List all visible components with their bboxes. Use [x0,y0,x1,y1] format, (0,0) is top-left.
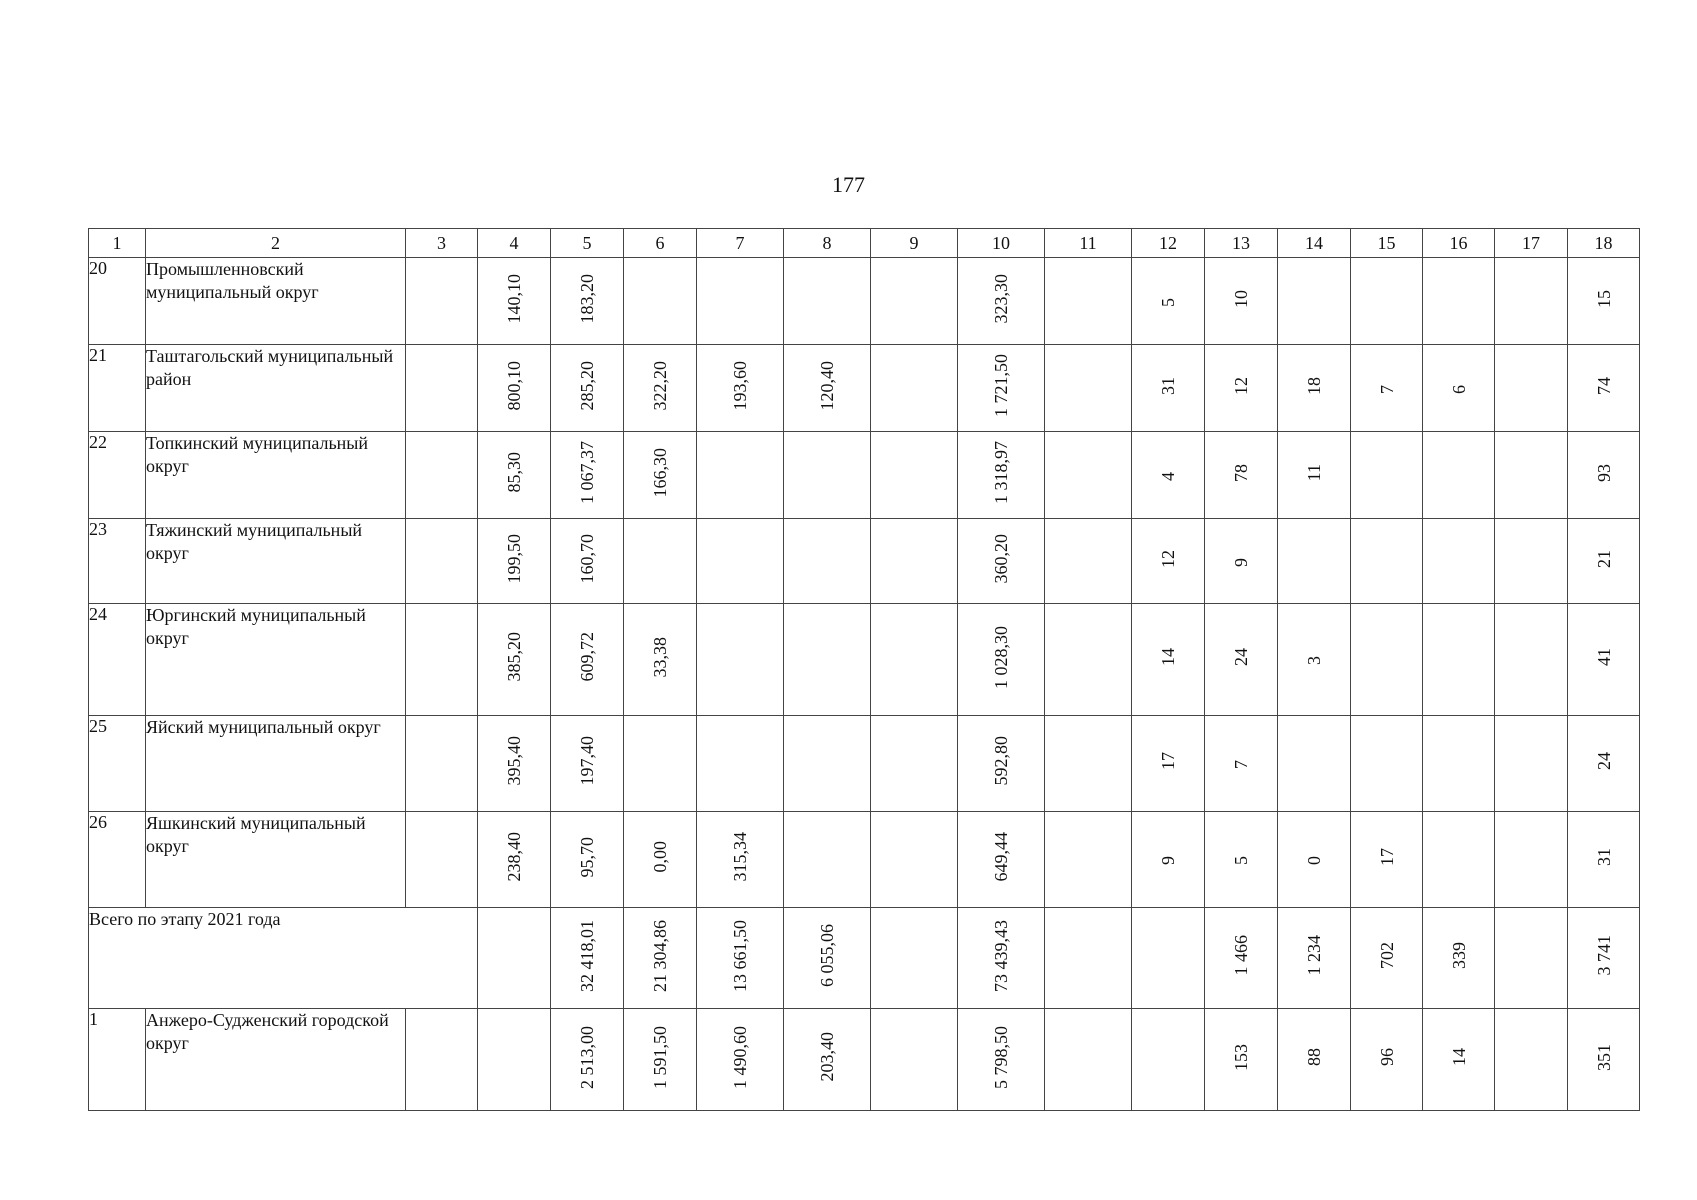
table-cell [478,519,551,604]
table-row [89,716,1640,812]
municipality-name: Таштагольский муниципальный район [146,345,406,432]
table-cell [1351,716,1423,812]
table-cell [1132,812,1205,908]
table-cell [478,604,551,716]
table-cell [1278,812,1351,908]
table-cell [551,258,624,345]
table-cell [478,908,551,1009]
table-cell [1205,519,1278,604]
total-label: Всего по этапу 2021 года [89,908,478,1009]
table-cell [1568,258,1640,345]
table-row [89,1009,1640,1111]
table-cell [1495,432,1568,519]
table-cell [697,432,784,519]
table-cell [1045,604,1132,716]
cell-value: 199,50 [504,533,524,584]
table-cell [1351,258,1423,345]
table-cell [871,345,958,432]
cell-value: 31 [1158,376,1178,395]
cell-value: 315,34 [730,832,750,882]
cell-value: 609,72 [577,632,597,682]
table-cell [478,716,551,812]
row-number: 22 [89,432,146,519]
table-cell [1132,432,1205,519]
cell-value: 0,00 [650,841,670,873]
row-number: 24 [89,604,146,716]
cell-value: 14 [1448,1048,1469,1066]
page-number: 177 [832,172,865,197]
table-cell [1568,604,1640,716]
column-header: 5 [551,229,624,258]
cell-value: 592,80 [991,736,1011,786]
row-number: 21 [89,345,146,432]
table-cell [1423,345,1495,432]
header-row [89,229,1640,258]
table-cell [624,258,697,345]
cell-value: 18 [1304,376,1324,395]
table-cell [1132,519,1205,604]
table-cell [697,812,784,908]
cell-value: 73 439,43 [991,919,1011,992]
table-cell [1351,519,1423,604]
table-cell [1423,1009,1495,1111]
cell-value: 74 [1593,376,1614,395]
table-row [89,345,1640,432]
table-cell [1045,812,1132,908]
cell-value: 351 [1593,1043,1614,1071]
table-cell [1278,908,1351,1009]
cell-value: 2 513,00 [577,1025,597,1089]
table-cell [406,716,478,812]
table-cell [784,604,871,716]
table-cell [784,345,871,432]
cell-value: 5 [1231,856,1251,865]
table-cell [1132,345,1205,432]
table-cell [1495,258,1568,345]
column-header: 17 [1495,229,1568,258]
table-cell [1278,519,1351,604]
table-cell [406,812,478,908]
cell-value: 21 [1593,549,1614,568]
table-cell [624,1009,697,1111]
column-header: 1 [89,229,146,258]
table-cell [1568,345,1640,432]
column-header: 6 [624,229,697,258]
cell-value: 9 [1231,557,1251,567]
cell-value: 41 [1593,648,1614,666]
column-header: 12 [1132,229,1205,258]
table-cell [871,519,958,604]
table-cell [1495,1009,1568,1111]
cell-value: 85,30 [504,452,524,493]
cell-value: 12 [1231,376,1251,395]
table-cell [1045,519,1132,604]
table-cell [697,519,784,604]
table-cell [871,432,958,519]
cell-value: 31 [1593,848,1614,866]
cell-value: 3 741 [1593,935,1614,976]
cell-value: 13 661,50 [730,919,750,992]
table-cell [958,1009,1045,1111]
table-cell [784,519,871,604]
table-cell [478,345,551,432]
table-cell [624,432,697,519]
column-header: 18 [1568,229,1640,258]
table-cell [1423,812,1495,908]
table-cell [958,258,1045,345]
cell-value: 395,40 [504,736,524,786]
cell-value: 649,44 [991,832,1011,882]
table-cell [1351,812,1423,908]
table-cell [958,716,1045,812]
table-cell [1205,345,1278,432]
column-header: 2 [146,229,406,258]
column-header: 11 [1045,229,1132,258]
table-cell [697,604,784,716]
table-cell [1132,1009,1205,1111]
table-cell [1568,908,1640,1009]
table-cell [1205,812,1278,908]
table-cell [1351,604,1423,716]
cell-value: 96 [1376,1048,1397,1066]
table-cell [478,812,551,908]
cell-value: 5 [1158,297,1178,307]
table-cell [1278,345,1351,432]
table-cell [697,258,784,345]
table-cell [551,716,624,812]
table-cell [1045,345,1132,432]
table-cell [1568,1009,1640,1111]
table-cell [784,258,871,345]
row-number: 26 [89,812,146,908]
table-cell [1423,519,1495,604]
table-cell [871,1009,958,1111]
table-cell [1568,519,1640,604]
total-row [89,908,1640,1009]
table-cell [551,432,624,519]
table-row [89,604,1640,716]
row-number: 25 [89,716,146,812]
row-number: 20 [89,258,146,345]
table-cell [871,908,958,1009]
table-cell [406,1009,478,1111]
table-cell [871,258,958,345]
cell-value: 12 [1158,549,1178,568]
table-cell [406,519,478,604]
table-row [89,258,1640,345]
table-cell [1045,1009,1132,1111]
cell-value: 1 591,50 [650,1025,670,1089]
data-table [88,228,1640,1111]
table-cell [697,345,784,432]
cell-value: 385,20 [504,632,524,682]
table-cell [1423,908,1495,1009]
table-cell [958,519,1045,604]
cell-value: 24 [1593,752,1614,770]
table-cell [784,432,871,519]
cell-value: 197,40 [577,736,597,786]
cell-value: 702 [1376,942,1397,969]
cell-value: 153 [1231,1043,1251,1071]
table-cell [1205,908,1278,1009]
table-cell [871,716,958,812]
cell-value: 24 [1231,648,1251,666]
table-cell [871,812,958,908]
cell-value: 323,30 [991,273,1011,324]
table-cell [1495,345,1568,432]
table-cell [1205,604,1278,716]
table-cell [551,908,624,1009]
table-cell [958,908,1045,1009]
cell-value: 6 055,06 [817,924,837,987]
table-cell [1423,258,1495,345]
table-cell [784,716,871,812]
table-cell [624,908,697,1009]
table-cell [478,258,551,345]
cell-value: 1 318,97 [991,441,1011,504]
cell-value: 14 [1158,648,1178,666]
cell-value: 9 [1158,856,1178,865]
table-cell [1132,604,1205,716]
table-cell [1351,1009,1423,1111]
cell-value: 1 466 [1231,935,1251,976]
cell-value: 21 304,86 [650,919,670,992]
table-cell [1045,908,1132,1009]
table-cell [478,1009,551,1111]
table-header [89,229,1640,258]
table-cell [1351,908,1423,1009]
table-cell [406,432,478,519]
table-cell [697,1009,784,1111]
table-cell [697,908,784,1009]
column-header: 7 [697,229,784,258]
table-cell [406,345,478,432]
cell-value: 193,60 [730,360,750,411]
cell-value: 95,70 [577,836,597,878]
cell-value: 15 [1593,289,1614,308]
cell-value: 285,20 [577,360,597,411]
cell-value: 1 234 [1304,935,1324,976]
table-body [89,258,1640,1111]
row-number: 1 [89,1009,146,1111]
table-cell [624,812,697,908]
table-cell [1568,716,1640,812]
municipality-name: Анжеро-Судженский городской округ [146,1009,406,1111]
table-cell [958,432,1045,519]
cell-value: 1 028,30 [991,625,1011,689]
cell-value: 17 [1376,848,1397,866]
table-cell [1495,519,1568,604]
municipality-name: Тяжинский муниципальный округ [146,519,406,604]
table-cell [624,519,697,604]
cell-value: 32 418,01 [577,919,597,992]
table-cell [1495,604,1568,716]
table-cell [478,432,551,519]
column-header: 14 [1278,229,1351,258]
table-cell [1045,258,1132,345]
table-cell [624,604,697,716]
cell-value: 5 798,50 [991,1025,1011,1089]
cell-value: 339 [1448,942,1469,969]
cell-value: 1 721,50 [991,354,1011,417]
table-cell [1278,1009,1351,1111]
cell-value: 88 [1304,1048,1324,1066]
table-row [89,519,1640,604]
column-header: 3 [406,229,478,258]
cell-value: 10 [1231,289,1251,308]
table-cell [1568,812,1640,908]
column-header: 15 [1351,229,1423,258]
table-cell [958,345,1045,432]
cell-value: 238,40 [504,832,524,882]
table-cell [1205,258,1278,345]
column-header: 4 [478,229,551,258]
table-cell [784,812,871,908]
cell-value: 7 [1376,384,1397,394]
cell-value: 360,20 [991,533,1011,584]
column-header: 8 [784,229,871,258]
table-cell [958,604,1045,716]
cell-value: 11 [1304,463,1324,482]
table-cell [1205,716,1278,812]
cell-value: 7 [1231,760,1251,769]
table-cell [551,604,624,716]
municipality-name: Яшкинский муниципальный округ [146,812,406,908]
table-cell [871,604,958,716]
table-cell [551,812,624,908]
table-cell [624,716,697,812]
table-cell [1205,1009,1278,1111]
cell-value: 6 [1448,384,1469,394]
cell-value: 1 067,37 [577,441,597,504]
table-row [89,812,1640,908]
table-cell [1423,716,1495,812]
table-cell [1351,432,1423,519]
cell-value: 166,30 [650,447,670,498]
table-cell [697,716,784,812]
table-cell [1278,432,1351,519]
table-cell [551,519,624,604]
cell-value: 3 [1304,656,1324,665]
cell-value: 120,40 [817,360,837,411]
table-cell [784,1009,871,1111]
column-header: 9 [871,229,958,258]
cell-value: 4 [1158,471,1178,481]
table-cell [784,908,871,1009]
table-cell [958,812,1045,908]
table-cell [1495,908,1568,1009]
table-cell [1423,604,1495,716]
table-cell [1495,812,1568,908]
table-cell [1132,716,1205,812]
cell-value: 93 [1593,463,1614,482]
cell-value: 33,38 [650,636,670,678]
table-cell [1045,716,1132,812]
cell-value: 183,20 [577,273,597,324]
table-cell [1278,716,1351,812]
table-row [89,432,1640,519]
table-cell [1278,258,1351,345]
cell-value: 322,20 [650,360,670,411]
cell-value: 800,10 [504,360,524,411]
table-cell [1423,432,1495,519]
table-cell [551,1009,624,1111]
cell-value: 140,10 [504,273,524,324]
cell-value: 1 490,60 [730,1025,750,1089]
table-cell [1205,432,1278,519]
table-cell [551,345,624,432]
table-cell [1132,908,1205,1009]
table-cell [1132,258,1205,345]
table-cell [406,258,478,345]
table-cell [1495,716,1568,812]
table-cell [1351,345,1423,432]
cell-value: 17 [1158,752,1178,770]
table-cell [1568,432,1640,519]
table-cell [624,345,697,432]
cell-value: 160,70 [577,533,597,584]
row-number: 23 [89,519,146,604]
municipality-name: Юргинский муниципальный округ [146,604,406,716]
cell-value: 78 [1231,463,1251,482]
table-cell [1278,604,1351,716]
table-cell [406,604,478,716]
cell-value: 203,40 [817,1032,837,1082]
column-header: 16 [1423,229,1495,258]
column-header: 10 [958,229,1045,258]
municipality-name: Яйский муниципальный округ [146,716,406,812]
cell-value: 0 [1304,856,1324,865]
table-cell [1045,432,1132,519]
municipality-name: Топкинский муниципальный округ [146,432,406,519]
municipality-name: Промышленновский муниципальный округ [146,258,406,345]
column-header: 13 [1205,229,1278,258]
